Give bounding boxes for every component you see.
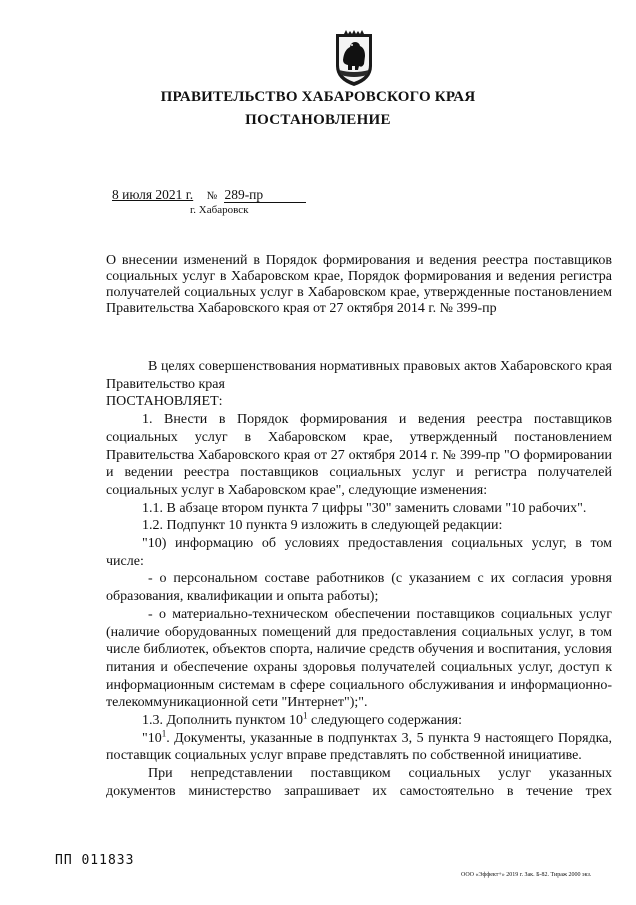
resolves-heading: ПОСТАНОВЛЯЕТ: [106,394,223,410]
date-number-line [112,187,342,203]
superscript: 1 [302,710,308,721]
paragraph-1: 1. Внести в Порядок формирования и ведения реестра поставщиков социальных услуг в Хабаровском крае, утвержденный постановлением Правительства Хабаровского края от 27 октября 2014 г. № 399-пр "О формировании и ведении реестра поставщиков социальных услуг и регистра получателей социальных услуг в Хабаровском крае", следующие изменения: [106,412,612,498]
city: г. Хабаровск [190,204,249,216]
document-date: 8 июля 2021 г. [112,187,194,202]
list-item-facilities: - о материально-техническом обеспечении поставщиков социальных услуг (наличие оборудованных помещений для предоставления социальных услуг, в том числе библиотек, объектов спорта, наличие средств обучения и воспитания, условия питания и обеспечение охраны здоровья получателей социальных услуг, доступ к информационным системам в сфере социального обслуживания и информационно-телекоммуникационной сети "Интернет");". [106,606,612,711]
document-type: ПОСТАНОВЛЕНИЕ [245,112,391,128]
paragraph-1-2-quote: "10) информацию об условиях предоставления социальных услуг, в том числе: [106,536,612,569]
document-body [106,358,612,801]
paragraph-continued: При непредставлении поставщиком социальных услуг указанных документов министерство запрашивает их самостоятельно в течение трех [106,766,612,799]
government-title: ПРАВИТЕЛЬСТВО ХАБАРОВСКОГО КРАЯ [160,89,476,105]
superscript: 1 [161,728,167,739]
document-number: 289-пр [224,188,306,203]
number-label: № [206,190,218,202]
paragraph-1-2: 1.2. Подпункт 10 пункта 9 изложить в следующей редакции: [142,518,503,534]
document-subject: О внесении изменений в Порядок формирования и ведения реестра поставщиков социальных услуг в Хабаровском крае, Порядок формирования и ведения регистра получателей социальных услуг в Хабаровском крае, утвержденные постановлением Правительства Хабаровского края от 27 октября 2014 г. № 399-пр [106,253,612,316]
intro-paragraph: В целях совершенствования нормативных правовых актов Хабаровского края Правительство края [106,359,612,392]
paragraph-1-1: 1.1. В абзаце втором пункта 7 цифры "30" заменить словами "10 рабочих". [142,500,587,516]
paragraph-1-3: 1.3. Дополнить пунктом $10^1$ следующего содержания: [142,710,463,729]
coat-of-arms-icon [330,30,378,88]
list-item-staff: - о персональном составе работников (с указанием с их согласия уровня образования, квалификации и опыта работы); [106,571,612,605]
printer-imprint: ООО «Эффект+» 2019 г. Зак. Б-82. Тираж 2000 экз. [461,872,592,878]
form-serial-number: ПП 011833 [55,853,135,868]
paragraph-10-1: "$10^1$. Документы, указанные в подпунктах 3, 5 пункта 9 настоящего Порядка, поставщик социальных услуг вправе представлять по собственной инициативе. [106,728,612,764]
